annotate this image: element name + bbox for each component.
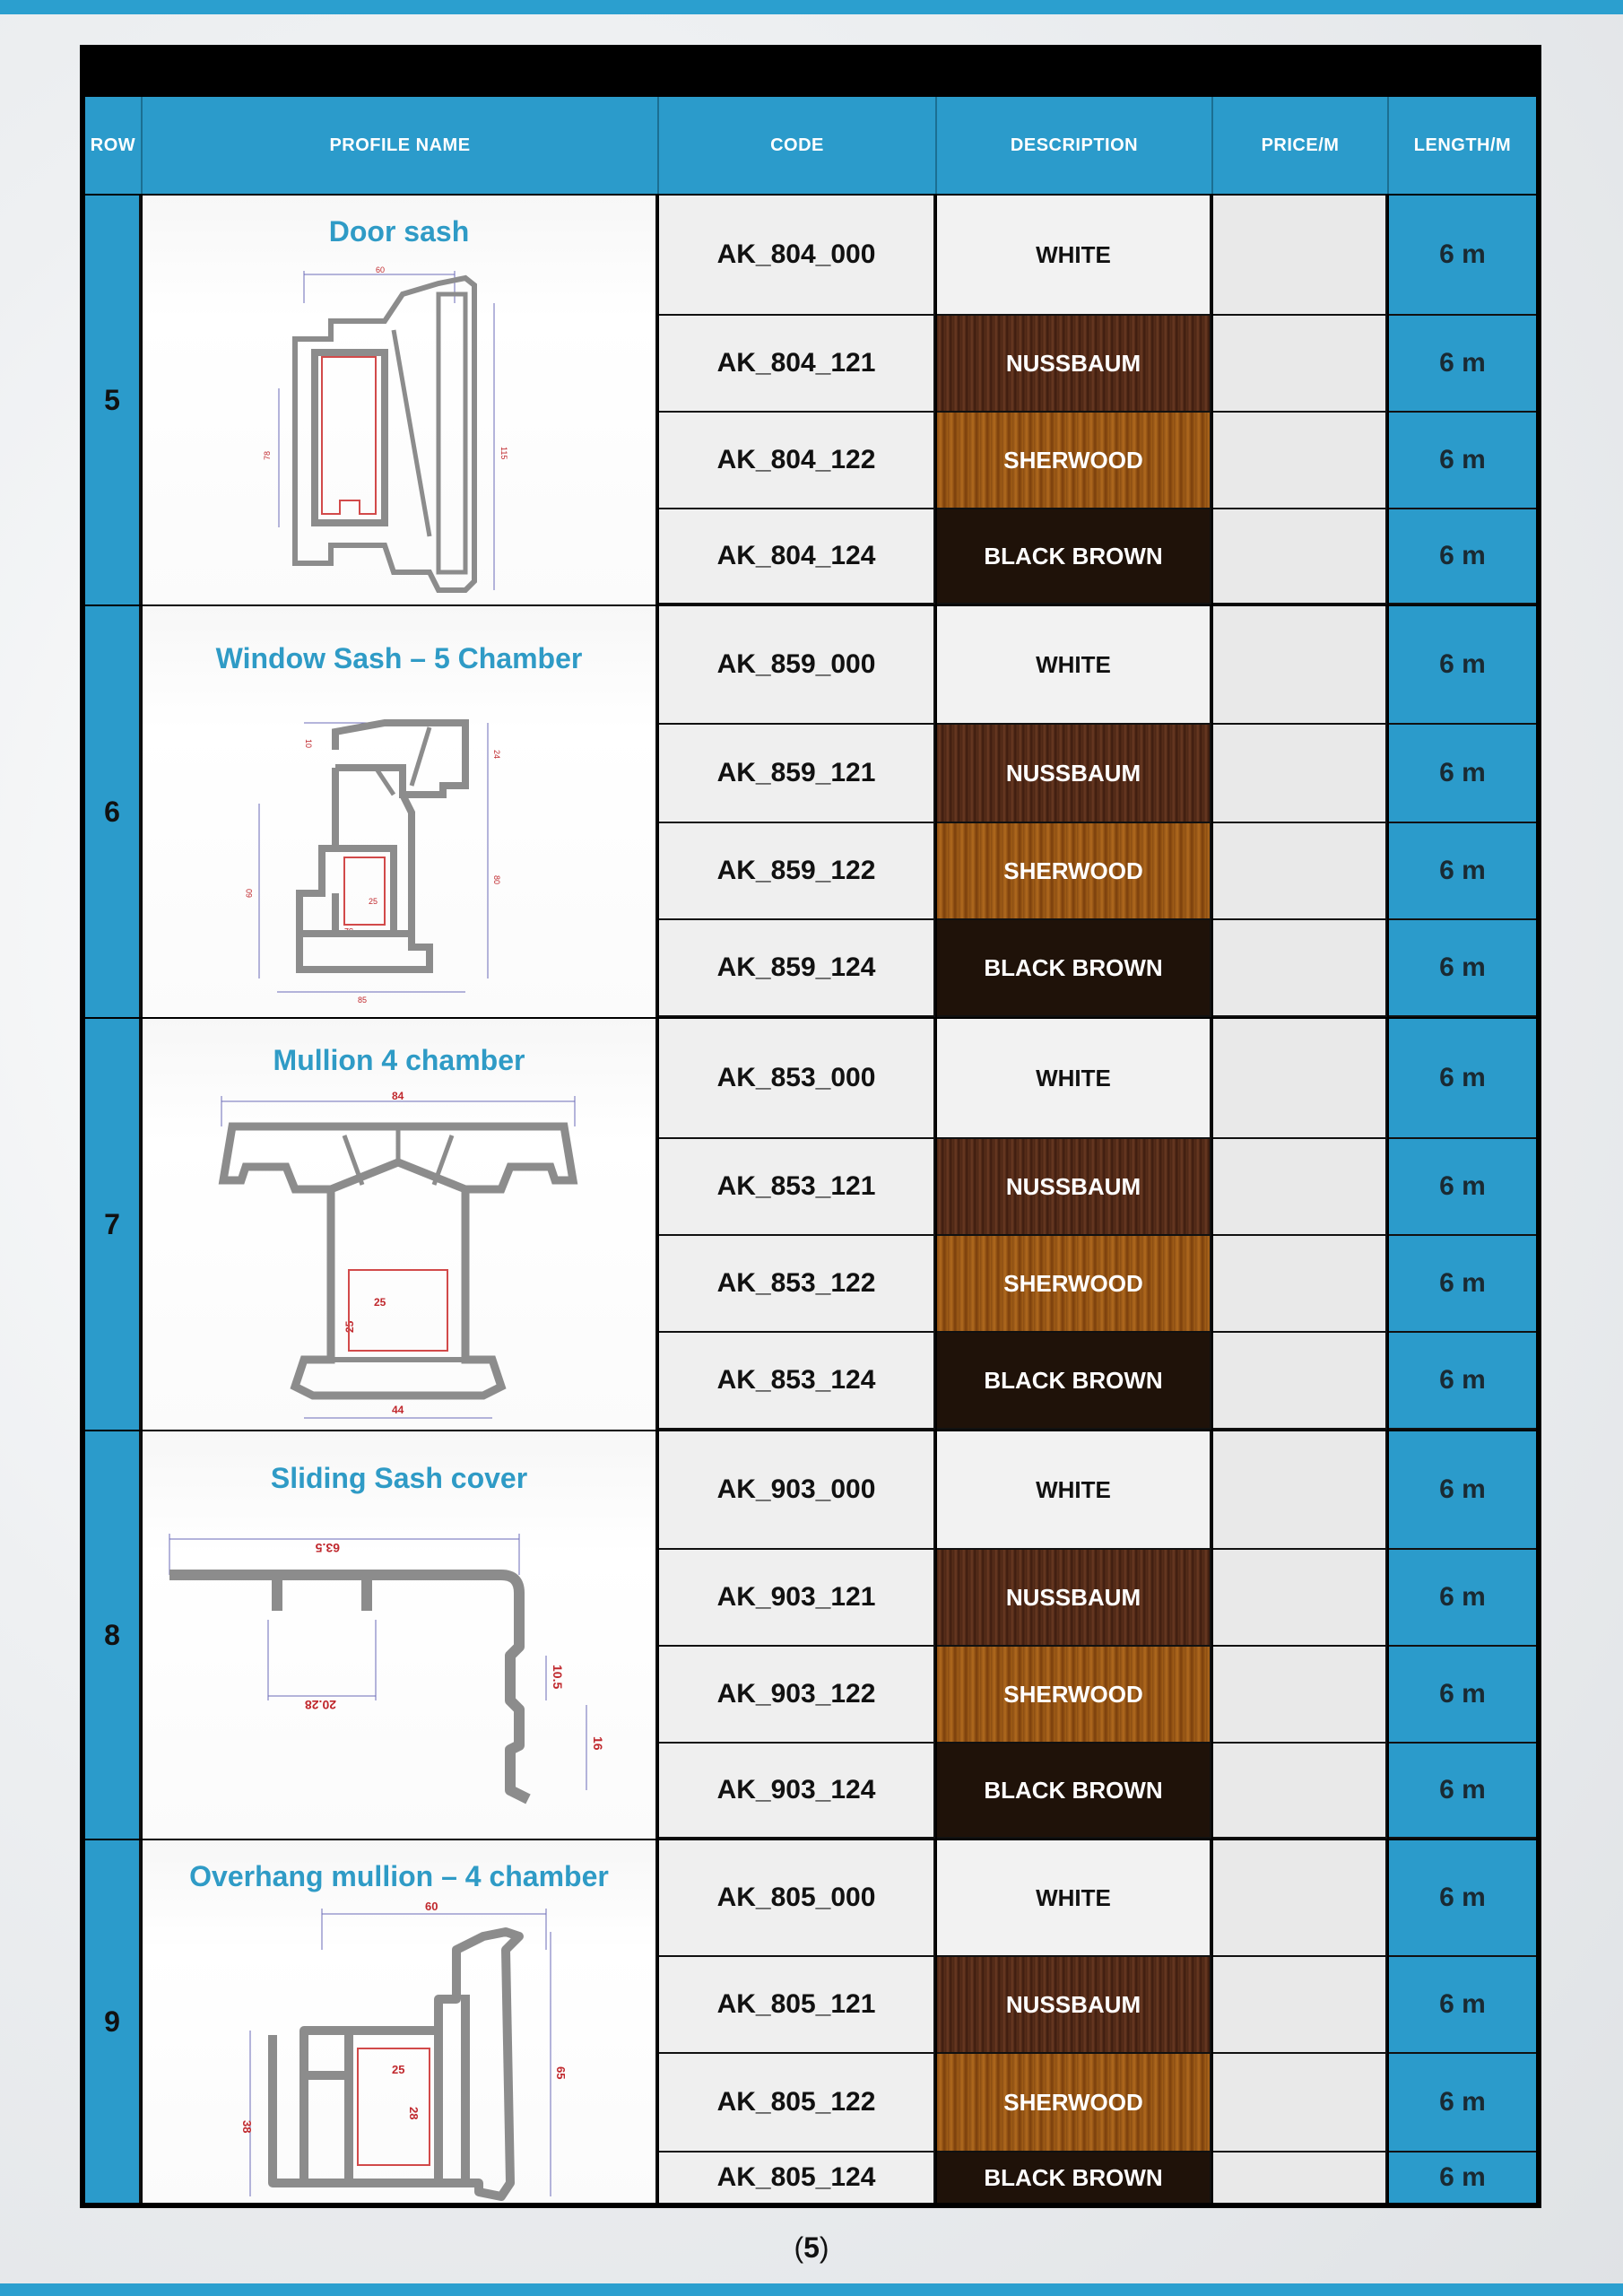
dim-label: 10.5: [551, 1665, 565, 1690]
product-code: AK_853_122: [659, 1236, 935, 1333]
profile-name: Overhang mullion – 4 chamber: [189, 1860, 609, 1892]
length-cell: 6 m: [1389, 1019, 1536, 1139]
length-cell: 6 m: [1389, 1840, 1536, 1957]
color-description: WHITE: [937, 1840, 1211, 1957]
dim-label: 38: [240, 2120, 254, 2134]
dim-label: 16: [591, 1736, 605, 1751]
row-number: 7: [85, 1019, 141, 1430]
price-cell: [1213, 920, 1387, 1017]
product-code: AK_853_121: [659, 1139, 935, 1236]
dim-label: 10: [304, 739, 313, 749]
color-description: SHERWOOD: [937, 823, 1211, 920]
product-code: AK_859_000: [659, 606, 935, 725]
product-group-6: [85, 606, 1536, 1017]
top-accent-band: [0, 0, 1623, 14]
dim-label: 60: [245, 888, 254, 898]
dim-label: 20.28: [304, 1698, 336, 1712]
header-profile-name: PROFILE NAME: [143, 97, 659, 194]
color-description: NUSSBAUM: [937, 316, 1211, 413]
color-description: BLACK BROWN: [937, 509, 1211, 604]
product-code: AK_805_122: [659, 2054, 935, 2152]
length-cell: 6 m: [1389, 1139, 1536, 1236]
profile-cell: [143, 606, 657, 1017]
paren-close: ): [819, 2231, 829, 2264]
sliding-sash-cover-drawing: [161, 1521, 645, 1826]
dim-label: 65: [554, 2066, 568, 2080]
product-code: AK_859_124: [659, 920, 935, 1017]
dim-label: 115: [499, 447, 508, 460]
row-number: 8: [85, 1431, 141, 1839]
dim-label: 84: [392, 1090, 404, 1102]
row-number: 6: [85, 606, 141, 1017]
color-description: NUSSBAUM: [937, 1957, 1211, 2054]
color-description: NUSSBAUM: [937, 725, 1211, 823]
color-description: NUSSBAUM: [937, 1550, 1211, 1647]
dim-label: 80: [492, 875, 501, 885]
profile-cell: [143, 196, 657, 604]
profile-name: Mullion 4 chamber: [273, 1044, 525, 1076]
dim-label: 63.5: [315, 1541, 340, 1555]
color-description: WHITE: [937, 1019, 1211, 1139]
color-description: NUSSBAUM: [937, 1139, 1211, 1236]
product-group-8: [85, 1431, 1536, 1839]
product-code: AK_804_121: [659, 316, 935, 413]
price-cell: [1213, 316, 1387, 413]
price-cell: [1213, 2152, 1387, 2203]
length-cell: 6 m: [1389, 316, 1536, 413]
color-description: SHERWOOD: [937, 1236, 1211, 1333]
paren-open: (: [794, 2231, 804, 2264]
length-cell: 6 m: [1389, 1333, 1536, 1430]
price-cell: [1213, 509, 1387, 604]
dim-label: 25: [369, 897, 378, 906]
table-top-bar: [80, 45, 1541, 97]
color-description: BLACK BROWN: [937, 920, 1211, 1017]
profile-name: Sliding Sash cover: [270, 1462, 528, 1494]
color-description: WHITE: [937, 1431, 1211, 1550]
row-number: 5: [85, 196, 141, 604]
length-cell: 6 m: [1389, 823, 1536, 920]
profile-cell: [143, 1840, 657, 2203]
dim-label: 78: [263, 450, 272, 460]
price-cell: [1213, 1236, 1387, 1333]
price-cell: [1213, 1744, 1387, 1839]
length-cell: 6 m: [1389, 1431, 1536, 1550]
color-description: BLACK BROWN: [937, 1744, 1211, 1839]
page-number-value: 5: [803, 2231, 820, 2264]
product-code: AK_804_000: [659, 196, 935, 316]
price-cell: [1213, 1550, 1387, 1647]
price-cell: [1213, 1139, 1387, 1236]
profile-cell: [143, 1431, 657, 1839]
dim-label: 60: [376, 265, 386, 274]
dim-label: 25: [374, 1296, 386, 1309]
length-cell: 6 m: [1389, 413, 1536, 509]
color-description: WHITE: [937, 606, 1211, 725]
table-header: [85, 97, 1536, 194]
length-cell: 6 m: [1389, 196, 1536, 316]
color-description: BLACK BROWN: [937, 2152, 1211, 2203]
product-code: AK_805_124: [659, 2152, 935, 2203]
price-cell: [1213, 823, 1387, 920]
profile-cell: [143, 1019, 657, 1430]
price-cell: [1213, 2054, 1387, 2152]
color-description: SHERWOOD: [937, 2054, 1211, 2152]
price-cell: [1213, 196, 1387, 316]
header-code: CODE: [659, 97, 937, 194]
mullion-drawing: [214, 1091, 582, 1422]
price-cell: [1213, 1957, 1387, 2054]
price-cell: [1213, 606, 1387, 725]
price-cell: [1213, 1333, 1387, 1430]
product-group-7: [85, 1019, 1536, 1430]
dim-label: 28: [407, 2107, 421, 2120]
price-cell: [1213, 1840, 1387, 1957]
length-cell: 6 m: [1389, 1957, 1536, 2054]
product-code: AK_805_000: [659, 1840, 935, 1957]
price-cell: [1213, 413, 1387, 509]
product-code: AK_853_124: [659, 1333, 935, 1430]
price-cell: [1213, 1019, 1387, 1139]
header-row: ROW: [85, 97, 143, 194]
row-number: 9: [85, 1840, 141, 2203]
dim-label: 25: [392, 2063, 405, 2076]
product-code: AK_903_124: [659, 1744, 935, 1839]
product-code: AK_903_000: [659, 1431, 935, 1550]
color-description: SHERWOOD: [937, 1647, 1211, 1744]
product-code: AK_804_124: [659, 509, 935, 604]
product-code: AK_903_121: [659, 1550, 935, 1647]
product-code: AK_903_122: [659, 1647, 935, 1744]
length-cell: 6 m: [1389, 1236, 1536, 1333]
product-code: AK_859_121: [659, 725, 935, 823]
product-group-5: [85, 196, 1536, 604]
product-code: AK_805_121: [659, 1957, 935, 2054]
window-sash-drawing: [245, 714, 555, 1004]
dim-label: 24: [492, 750, 501, 760]
header-price: PRICE/M: [1213, 97, 1389, 194]
profile-name: Door sash: [328, 215, 470, 248]
color-description: SHERWOOD: [937, 413, 1211, 509]
door-sash-drawing: [259, 267, 510, 599]
dim-label: 60: [425, 1900, 438, 1913]
price-list-table: [80, 45, 1541, 2208]
length-cell: 6 m: [1389, 1647, 1536, 1744]
product-group-9: [85, 1840, 1536, 2203]
price-cell: [1213, 1431, 1387, 1550]
length-cell: 6 m: [1389, 1744, 1536, 1839]
product-code: AK_853_000: [659, 1019, 935, 1139]
dim-label: 32: [343, 926, 353, 935]
color-description: BLACK BROWN: [937, 1333, 1211, 1430]
product-code: AK_859_122: [659, 823, 935, 920]
profile-name: Window Sash – 5 Chamber: [215, 642, 583, 674]
length-cell: 6 m: [1389, 920, 1536, 1017]
bottom-accent-band: [0, 2283, 1623, 2296]
header-length: LENGTH/M: [1413, 135, 1512, 155]
length-cell: 6 m: [1389, 2152, 1536, 2203]
header-description: DESCRIPTION: [937, 97, 1213, 194]
length-cell: 6 m: [1389, 725, 1536, 823]
product-code: AK_804_122: [659, 413, 935, 509]
dim-label: 25: [343, 1320, 356, 1333]
length-cell: 6 m: [1389, 509, 1536, 604]
overhang-mullion-drawing: [232, 1896, 591, 2201]
price-cell: [1213, 725, 1387, 823]
dim-label: 85: [358, 996, 368, 1004]
length-cell: 6 m: [1389, 2054, 1536, 2152]
price-cell: [1213, 1647, 1387, 1744]
color-description: WHITE: [937, 196, 1211, 316]
page-number: [0, 2231, 1623, 2265]
length-cell: 6 m: [1389, 1550, 1536, 1647]
length-cell: 6 m: [1389, 606, 1536, 725]
dim-label: 44: [392, 1404, 404, 1416]
